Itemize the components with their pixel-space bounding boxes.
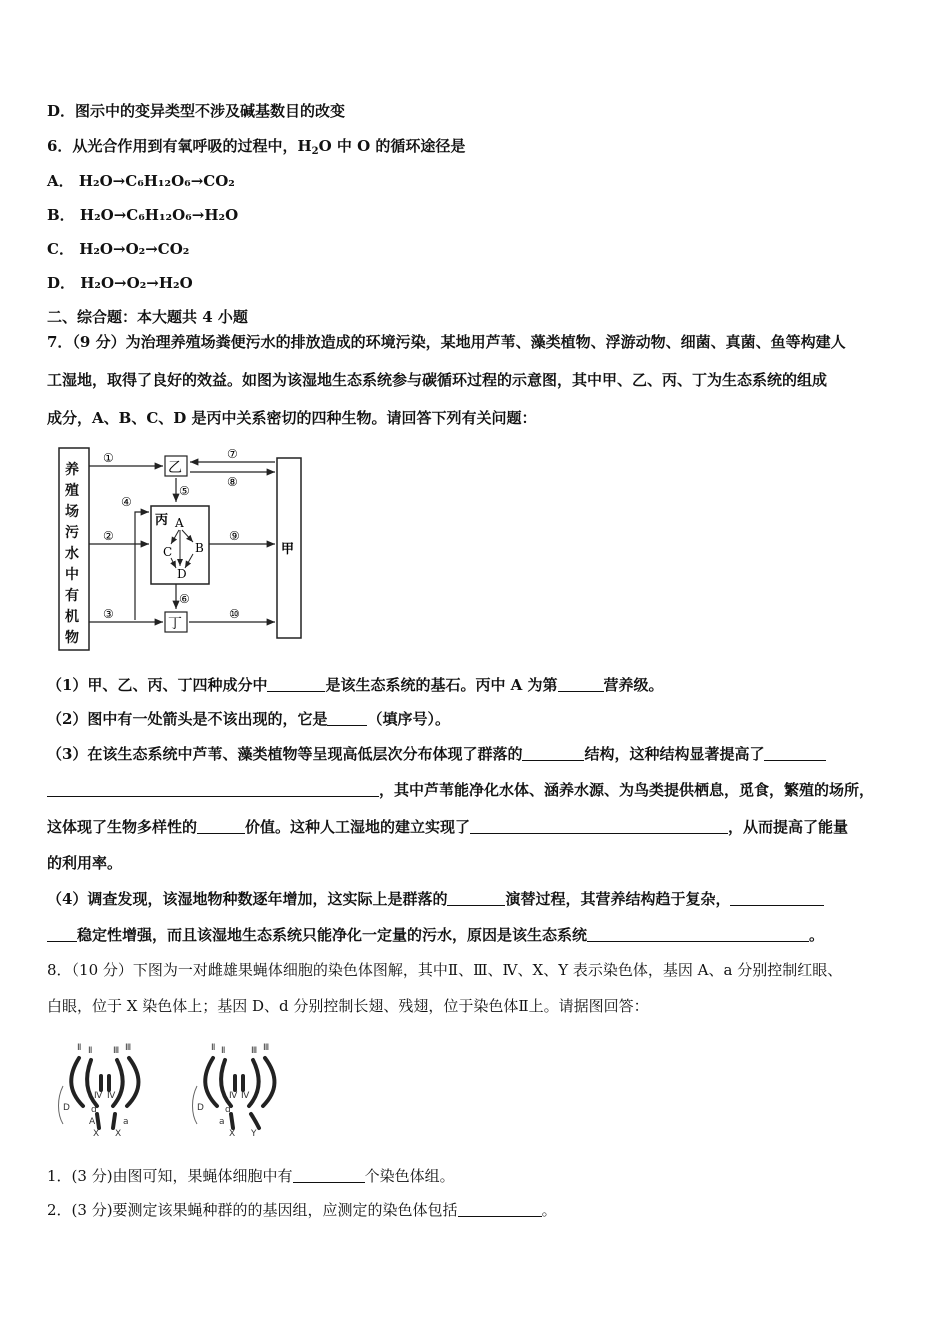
q6-option-c-label: C． <box>47 240 74 258</box>
q7-sub2 <box>47 709 450 729</box>
q6-option-d-path: H₂O→O₂→H₂O <box>80 274 193 292</box>
q6-stem: 6．从光合作用到有氧呼吸的过程中，$H_2O$ 中 O 的循环途径是 <box>47 137 466 157</box>
source-char: 场 <box>65 504 79 520</box>
answer-blank[interactable] <box>470 819 728 834</box>
chrom-label: Ⅲ <box>125 1043 132 1053</box>
q8-stem-line2: 白眼，位于 X 染色体上；基因 D、d 分别控制长翅、残翅，位于染色体Ⅱ上。请据图回答： <box>47 997 649 1015</box>
q6-option-a-label: A． <box>47 172 74 190</box>
chrom-label: Ⅲ <box>113 1046 120 1056</box>
chromosome <box>71 1058 83 1106</box>
chromosome <box>263 1058 275 1106</box>
q7-sub3-d: 这体现了生物多样性的 <box>47 818 198 836</box>
source-char: 污 <box>65 525 79 541</box>
arrow-label-2: ② <box>103 529 114 543</box>
source-char: 机 <box>65 609 79 625</box>
organism-a: A <box>175 516 184 530</box>
q6-option-b-path: H₂O→C₆H₁₂O₆→H₂O <box>79 206 239 224</box>
q7-stem-line2: 工湿地，取得了良好的效益。如图为该湿地生态系统参与碳循环过程的示意图，其中甲、乙、丙、丁为生态系统的组成 <box>47 371 828 389</box>
q8-stem-line1: 8．（10 分）下图为一对雌雄果蝇体细胞的染色体图解，其中Ⅱ、Ⅲ、Ⅳ、X、Y 表示染色体，基因 A、a 分别控制红眼、 <box>47 961 843 979</box>
answer-blank[interactable] <box>587 927 809 942</box>
answer-blank[interactable] <box>558 677 604 692</box>
chromosome <box>251 1114 259 1128</box>
q6-option-a-path: H₂O→C₆H₁₂O₆→CO₂ <box>78 172 235 190</box>
q7-sub3-line1 <box>47 744 826 764</box>
q6-option-d <box>47 273 193 293</box>
chrom-label: Ⅳ <box>107 1091 116 1101</box>
q7-sub3-e: 价值。这种人工湿地的建立实现了 <box>245 818 471 836</box>
q6-option-d-label: D． <box>47 274 76 292</box>
q7-sub3-f: ，从而提高了能量 <box>728 818 849 836</box>
arrow-label-1: ① <box>103 451 114 465</box>
q7-sub4-b: 演替过程，其营养结构趋于复杂， <box>505 890 731 908</box>
chrom-label: Ⅳ <box>229 1091 238 1101</box>
answer-blank[interactable] <box>730 891 824 906</box>
q6-option-b <box>47 205 238 225</box>
q7-sub1-b: 是该生态系统的基石。丙中 A 为第 <box>325 676 558 694</box>
chrom-label: Ⅱ <box>77 1043 82 1053</box>
q7-sub3-c: ，其中芦苇能净化水体、涵养水源、为鸟类提供栖息，觅食，繁殖的场所， <box>379 781 875 799</box>
organism-d: D <box>177 567 187 581</box>
q8-sub2 <box>47 1200 557 1220</box>
q6-stem-pre: 6．从光合作用到有氧呼吸的过程中，H <box>47 137 312 155</box>
answer-blank[interactable] <box>522 746 584 761</box>
chromosome <box>205 1058 217 1106</box>
arrow-label-7: ⑦ <box>227 447 238 461</box>
chrom-label: Y <box>251 1129 257 1139</box>
q8-sub2-b: 。 <box>541 1201 557 1219</box>
chrom-label: X <box>115 1129 122 1139</box>
q8-sub1-a: 1．(3 分)由图可知，果蝇体细胞中有 <box>47 1167 293 1185</box>
chrom-label: Ⅲ <box>251 1046 258 1056</box>
arrow-label-8: ⑧ <box>227 475 238 489</box>
answer-blank[interactable] <box>267 677 325 692</box>
gene-label: a <box>219 1117 225 1127</box>
q7-sub4-c: 稳定性增强，而且该湿地生态系统只能净化一定量的污水，原因是该生态系统 <box>77 926 588 944</box>
ding-label: 丁 <box>168 616 182 632</box>
answer-blank[interactable] <box>447 891 505 906</box>
source-char: 养 <box>65 462 79 478</box>
chrom-label: X <box>229 1129 236 1139</box>
q7-sub4-line1 <box>47 889 824 909</box>
answer-blank[interactable] <box>47 782 379 797</box>
source-char: 殖 <box>65 483 79 499</box>
q8-sub1 <box>47 1166 455 1186</box>
chromosome <box>127 1058 139 1106</box>
q7-sub1 <box>47 675 664 695</box>
chrom-label: Ⅲ <box>263 1043 270 1053</box>
q6-option-c-path: H₂O→O₂→CO₂ <box>79 240 190 258</box>
q7-sub3-b: 结构，这种结构显著提高了 <box>584 745 765 763</box>
q6-option-b-label: B． <box>47 206 75 224</box>
source-char: 中 <box>65 567 79 583</box>
chromosome <box>249 1060 259 1106</box>
source-char: 水 <box>65 546 79 562</box>
q7-stem-line1: 7．（9 分）为治理养殖场粪便污水的排放造成的环境污染，某地用芦苇、藻类植物、浮游动物、细菌、真菌、鱼等构建人 <box>47 333 846 351</box>
q7-sub4-line2 <box>47 925 824 945</box>
q7-sub3-line2 <box>47 780 874 800</box>
chromosome <box>113 1114 115 1128</box>
q7-stem-line3: 成分，A、B、C、D 是丙中关系密切的四种生物。请回答下列有关问题： <box>47 409 537 427</box>
chrom-label: Ⅳ <box>241 1091 250 1101</box>
chrom-label: X <box>93 1129 100 1139</box>
q6-stem-post: O 中 O 的循环途径是 <box>318 137 466 155</box>
q7-sub2-b: （填序号）。 <box>367 710 450 728</box>
q7-sub1-a: （1）甲、乙、丙、丁四种成分中 <box>47 676 268 694</box>
q7-sub1-c: 营养级。 <box>603 676 664 694</box>
chrom-label: Ⅱ <box>211 1043 216 1053</box>
q5-option-d: D．图示中的变异类型不涉及碱基数目的改变 <box>47 102 346 120</box>
arrow-label-10: ⑩ <box>229 607 240 621</box>
chromosome <box>97 1114 99 1128</box>
q7-sub3-line3 <box>47 817 848 837</box>
arrow-label-9: ⑨ <box>229 529 240 543</box>
q7-sub4-d: 。 <box>809 926 825 944</box>
q7-sub3-a: （3）在该生态系统中芦苇、藻类植物等呈现高低层次分布体现了群落的 <box>47 745 523 763</box>
gene-label: D <box>197 1103 204 1113</box>
section-title: 二、综合题：本大题共 4 小题 <box>47 308 248 326</box>
q7-sub4-a: （4）调查发现，该湿地物种数逐年增加，这实际上是群落的 <box>47 890 448 908</box>
arrow-label-5: ⑤ <box>179 484 190 498</box>
q7-sub3-line4: 的利用率。 <box>47 854 123 872</box>
answer-blank[interactable] <box>293 1168 365 1183</box>
chrom-label: Ⅱ <box>88 1046 93 1056</box>
arrow-label-6: ⑥ <box>179 592 190 606</box>
q6-option-a <box>47 171 235 191</box>
q6-option-c <box>47 239 189 259</box>
chrom-label: Ⅱ <box>221 1046 226 1056</box>
answer-blank[interactable] <box>47 927 77 942</box>
gene-label: d <box>91 1105 97 1115</box>
answer-blank[interactable] <box>197 819 245 834</box>
arrow-label-4: ④ <box>121 495 132 509</box>
gene-label: D <box>63 1103 70 1113</box>
q8-sub1-b: 个染色体组。 <box>364 1167 455 1185</box>
chromosome <box>231 1114 233 1128</box>
bing-label: 丙 <box>155 513 169 528</box>
answer-blank[interactable] <box>327 711 367 726</box>
organism-c: C <box>163 545 173 559</box>
q8-sub2-a: 2．(3 分)要测定该果蝇种群的的基因组，应测定的染色体包括 <box>47 1201 458 1219</box>
organism-b: B <box>195 541 204 555</box>
jia-label: 甲 <box>281 542 295 557</box>
arrow-label-3: ③ <box>103 607 114 621</box>
answer-blank[interactable] <box>764 746 826 761</box>
gene-label: a <box>123 1117 129 1127</box>
chrom-label: Ⅳ <box>94 1091 103 1101</box>
gene-label: d <box>225 1105 231 1115</box>
male-chromosome-figure <box>185 1040 305 1140</box>
q7-sub2-a: （2）图中有一处箭头是不该出现的，它是 <box>47 710 328 728</box>
gene-label: A <box>89 1117 96 1127</box>
source-char: 物 <box>65 630 79 646</box>
female-chromosome-figure <box>55 1040 175 1140</box>
answer-blank[interactable] <box>458 1202 542 1217</box>
source-char: 有 <box>65 588 79 604</box>
yi-label: 乙 <box>168 460 182 476</box>
carbon-cycle-diagram <box>55 444 315 654</box>
